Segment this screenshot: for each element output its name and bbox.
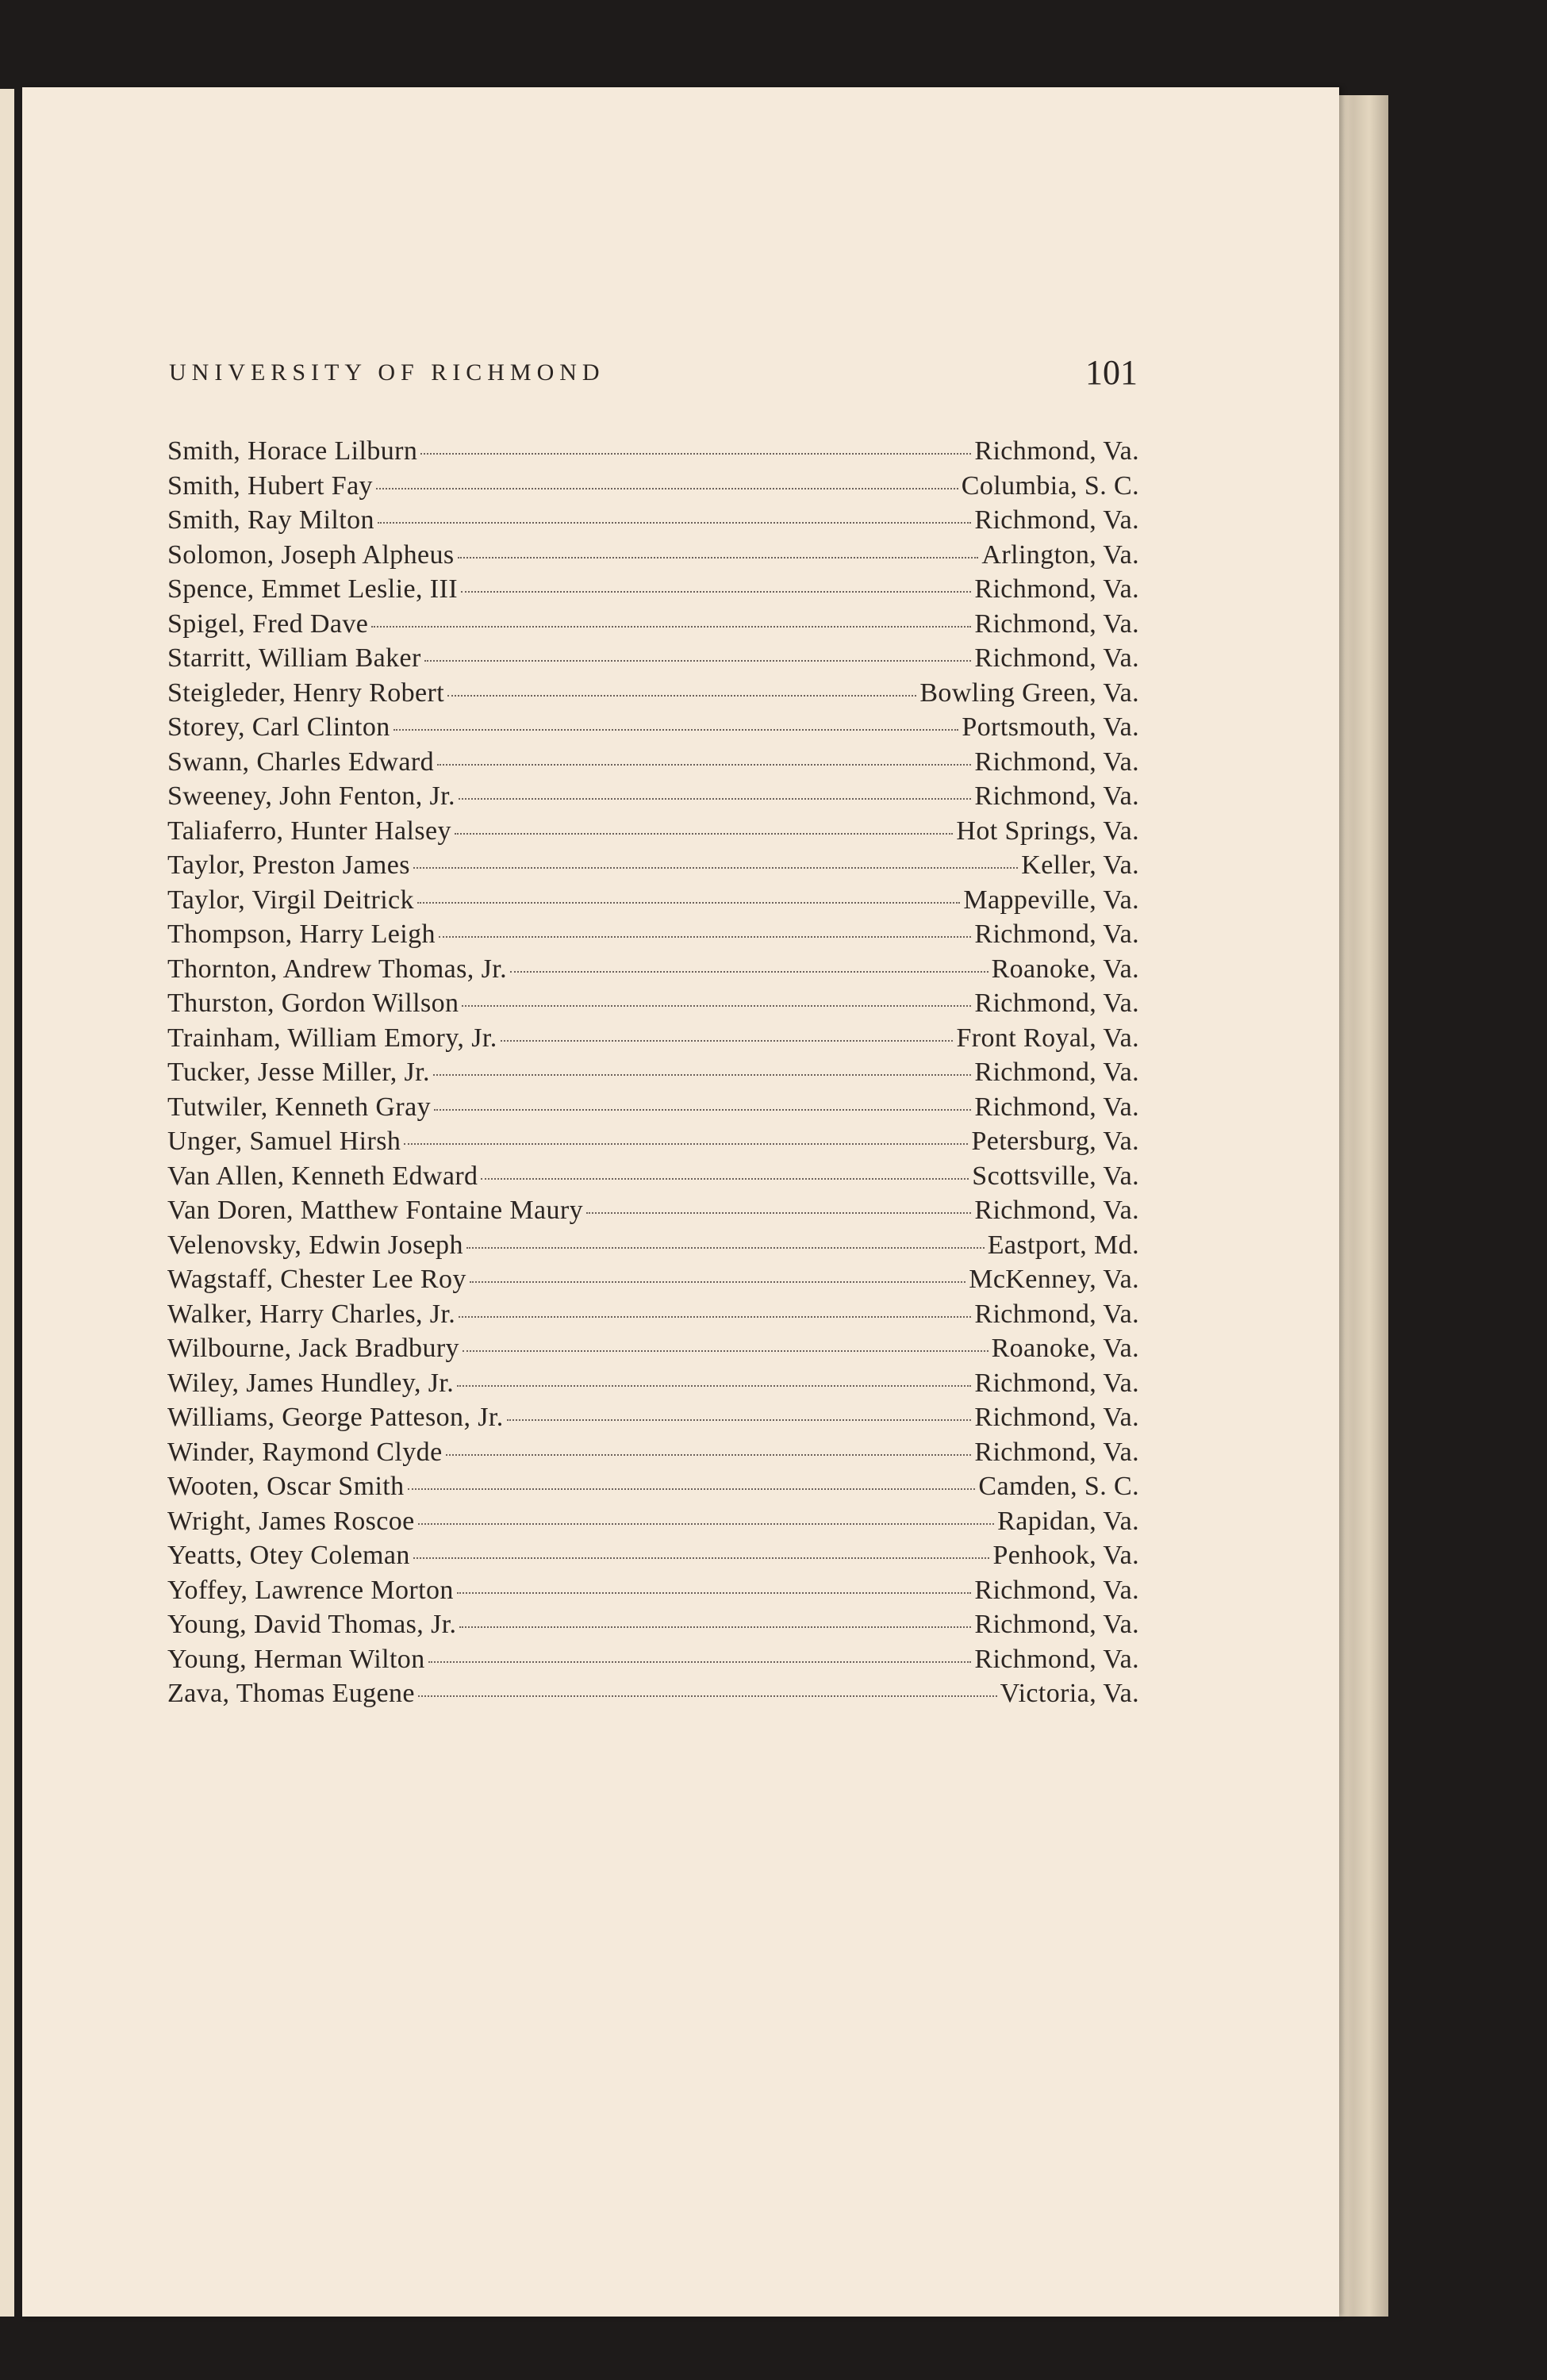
student-name: Thompson, Harry Leigh [167,919,436,949]
roster-entry [167,678,1139,713]
student-name: Taylor, Preston James [167,850,410,880]
student-name: Swann, Charles Edward [167,747,435,777]
roster-entry [167,1265,1139,1299]
hometown: Richmond, Va. [974,781,1139,811]
dot-leader [433,1074,971,1076]
dot-leader [428,1661,972,1663]
hometown: Richmond, Va. [974,436,1139,466]
dot-leader [470,1281,965,1283]
dot-leader [455,833,954,835]
adjacent-page-edge [0,89,14,2317]
hometown: Richmond, Va. [974,1644,1139,1674]
hometown: Roanoke, Va. [991,954,1139,984]
running-head: UNIVERSITY OF RICHMOND [169,359,605,386]
dot-leader [462,1005,971,1007]
dot-leader [446,1454,972,1456]
hometown: Penhook, Va. [992,1541,1139,1570]
roster-entry [167,1058,1139,1092]
dot-leader [424,660,972,662]
dot-leader [457,1592,972,1594]
hometown: Mappeville, Va. [963,885,1139,915]
dot-leader [408,1488,976,1490]
hometown: Richmond, Va. [974,643,1139,673]
student-name: Steigleder, Henry Robert [167,678,445,708]
dot-leader [437,764,971,766]
student-name: Wright, James Roscoe [167,1506,415,1536]
hometown: Richmond, Va. [974,988,1139,1018]
roster-entry [167,885,1139,920]
dot-leader [459,798,971,800]
dot-leader [447,695,916,697]
hometown: Keller, Va. [1021,850,1139,880]
roster-entry [167,1645,1139,1679]
roster-entry [167,747,1139,782]
dot-leader [459,1316,971,1318]
hometown: Eastport, Md. [987,1230,1139,1260]
hometown: Richmond, Va. [974,919,1139,949]
student-name: Solomon, Joseph Alpheus [167,539,455,570]
dot-leader [586,1212,971,1214]
hometown: Hot Springs, Va. [956,816,1139,846]
dot-leader [459,1626,971,1628]
student-name: Walker, Harry Charles, Jr. [167,1299,456,1329]
dot-leader [371,626,971,628]
dot-leader [510,971,988,973]
hometown: Arlington, Va. [981,539,1139,570]
student-name: Williams, George Patteson, Jr. [167,1403,504,1432]
dot-leader [413,867,1018,869]
student-name: Winder, Raymond Clyde [167,1437,443,1467]
dot-leader [457,1385,971,1387]
roster-entry [167,1610,1139,1645]
student-name: Smith, Horace Lilburn [167,436,418,466]
student-name: Young, David Thomas, Jr. [167,1610,457,1639]
student-name: Zava, Thomas Eugene [167,1679,415,1708]
roster-entry [167,1334,1139,1368]
roster-entry [167,1576,1139,1610]
dot-leader [378,522,971,524]
student-name: Wagstaff, Chester Lee Roy [167,1265,466,1294]
student-name: Trainham, William Emory, Jr. [167,1023,497,1053]
dot-leader [466,1247,985,1249]
roster-entry [167,471,1139,506]
student-name: Spence, Emmet Leslie, III [167,574,458,604]
dot-leader [481,1178,969,1180]
dot-leader [418,1523,994,1525]
roster-entry [167,1196,1139,1230]
student-name: Velenovsky, Edwin Joseph [167,1230,463,1260]
roster-entry [167,609,1139,644]
student-name: Tucker, Jesse Miller, Jr. [167,1058,430,1087]
book-page [22,87,1339,2317]
hometown: Richmond, Va. [974,1299,1139,1329]
student-name: Thornton, Andrew Thomas, Jr. [167,954,507,984]
hometown: Petersburg, Va. [971,1127,1139,1156]
roster-entry [167,1023,1139,1058]
hometown: Richmond, Va. [974,505,1139,535]
roster-entry [167,1368,1139,1403]
hometown: Richmond, Va. [974,1575,1139,1605]
roster-entry [167,505,1139,540]
student-name: Spigel, Fred Dave [167,608,369,639]
student-name: Wooten, Oscar Smith [167,1472,405,1501]
hometown: Victoria, Va. [1000,1679,1139,1708]
roster-entry [167,850,1139,885]
hometown: Columbia, S. C. [961,470,1139,501]
dot-leader [439,936,971,938]
student-name: Thurston, Gordon Willson [167,988,459,1018]
roster-entry [167,1403,1139,1438]
student-name: Sweeney, John Fenton, Jr. [167,781,455,811]
hometown: Scottsville, Va. [972,1161,1139,1191]
hometown: Camden, S. C. [978,1472,1139,1501]
roster-entry [167,1127,1139,1161]
roster-entry [167,1472,1139,1507]
student-name: Taylor, Virgil Deitrick [167,885,414,915]
student-name: Yoffey, Lawrence Morton [167,1575,454,1605]
roster-entry [167,1679,1139,1714]
dot-leader [434,1109,971,1111]
hometown: Roanoke, Va. [991,1334,1139,1363]
roster-entry [167,540,1139,575]
student-name: Unger, Samuel Hirsh [167,1127,401,1156]
hometown: Richmond, Va. [974,1368,1139,1398]
hometown: Richmond, Va. [974,608,1139,639]
student-name: Yeatts, Otey Coleman [167,1541,410,1570]
student-name: Van Allen, Kenneth Edward [167,1161,478,1191]
student-name: Starritt, William Baker [167,643,421,673]
hometown: Richmond, Va. [974,1437,1139,1467]
hometown: Richmond, Va. [974,574,1139,604]
student-roster [167,436,1139,1714]
roster-entry [167,1092,1139,1127]
dot-leader [418,1695,997,1697]
student-name: Smith, Hubert Fay [167,470,373,501]
student-name: Smith, Ray Milton [167,505,374,535]
roster-entry [167,712,1139,747]
roster-entry [167,781,1139,816]
dot-leader [417,902,960,904]
roster-entry [167,643,1139,678]
student-name: Storey, Carl Clinton [167,712,390,742]
dot-leader [501,1040,954,1042]
dot-leader [461,591,971,593]
roster-entry [167,988,1139,1023]
roster-entry [167,954,1139,989]
hometown: McKenney, Va. [969,1265,1139,1294]
dot-leader [507,1419,972,1421]
hometown: Bowling Green, Va. [919,678,1139,708]
hometown: Richmond, Va. [974,747,1139,777]
hometown: Richmond, Va. [974,1196,1139,1225]
student-name: Wiley, James Hundley, Jr. [167,1368,455,1398]
dot-leader [458,557,979,559]
hometown: Richmond, Va. [974,1403,1139,1432]
roster-entry [167,574,1139,609]
dot-leader [463,1350,988,1352]
student-name: Taliaferro, Hunter Halsey [167,816,451,846]
hometown: Richmond, Va. [974,1058,1139,1087]
student-name: Tutwiler, Kenneth Gray [167,1092,431,1122]
hometown: Front Royal, Va. [956,1023,1139,1053]
dot-leader [393,729,959,731]
hometown: Rapidan, Va. [997,1506,1139,1536]
dot-leader [376,488,958,489]
student-name: Wilbourne, Jack Bradbury [167,1334,459,1363]
roster-entry [167,1541,1139,1576]
dot-leader [404,1143,968,1145]
hometown: Richmond, Va. [974,1092,1139,1122]
dot-leader [413,1557,990,1559]
roster-entry [167,1507,1139,1541]
roster-entry [167,1438,1139,1472]
dot-leader [420,453,971,455]
page-number: 101 [1085,353,1138,392]
roster-entry [167,816,1139,851]
roster-entry [167,1161,1139,1196]
roster-entry [167,919,1139,954]
hometown: Portsmouth, Va. [962,712,1139,742]
student-name: Van Doren, Matthew Fontaine Maury [167,1196,584,1225]
roster-entry [167,1230,1139,1265]
roster-entry [167,436,1139,471]
roster-entry [167,1299,1139,1334]
hometown: Richmond, Va. [974,1610,1139,1639]
student-name: Young, Herman Wilton [167,1644,425,1674]
